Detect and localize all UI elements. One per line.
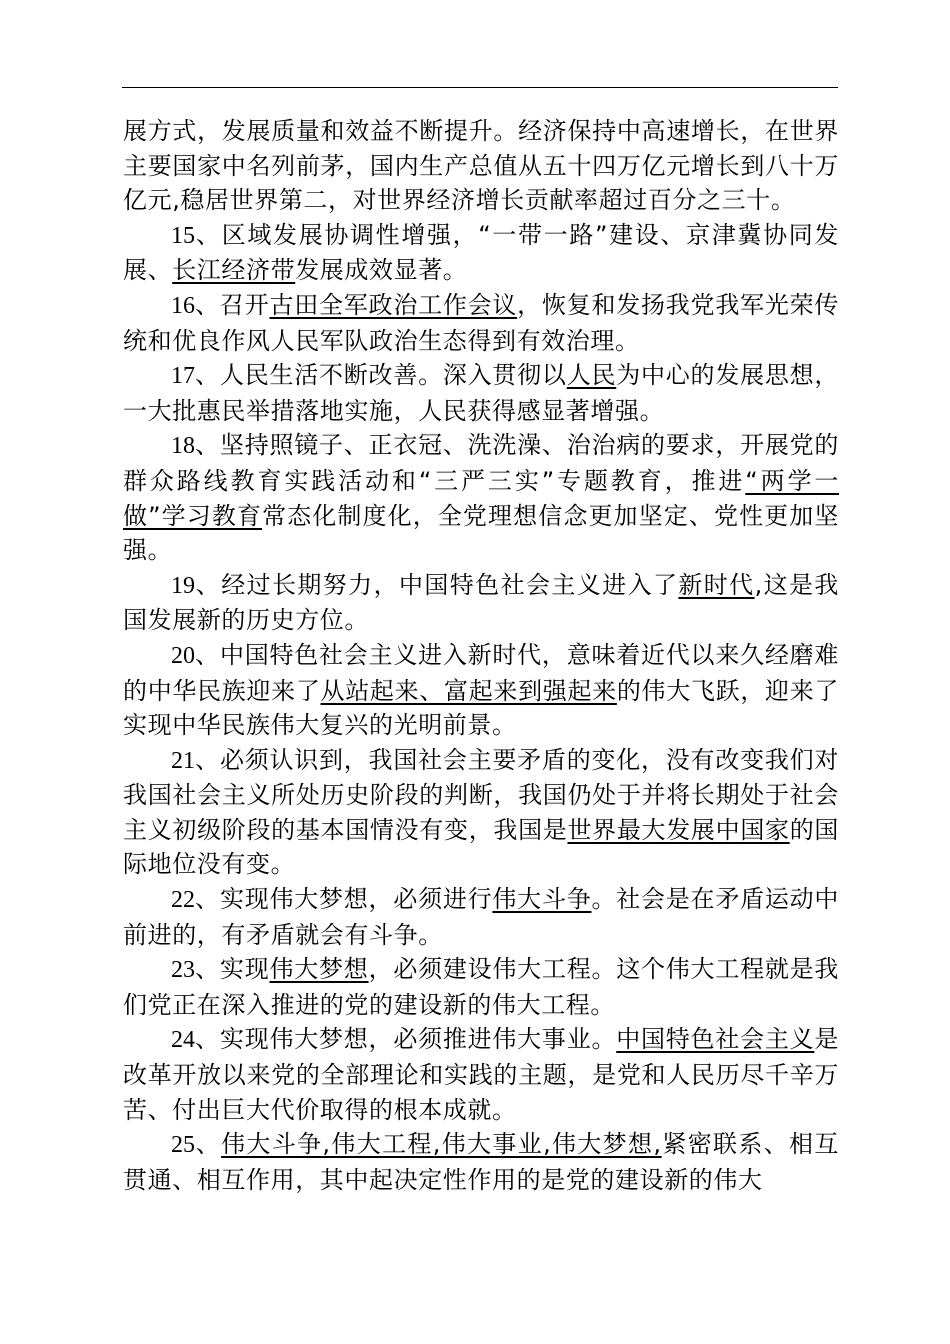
item-number: 18 (171, 433, 195, 460)
paragraph-text: 的国际地位没有变。 (123, 815, 839, 879)
item-number: 16 (171, 292, 195, 319)
paragraph (123, 358, 839, 428)
underlined-term: 古田全军政治工作会议 (269, 290, 518, 319)
underlined-term: 新时代 (678, 570, 755, 599)
underlined-term: 世界最大发展中国家 (567, 815, 790, 844)
paragraph-text: 常态化制度化，全党理想信念更加坚定、党性更加坚强。 (123, 501, 839, 565)
item-number: 23 (171, 957, 195, 984)
item-number: 21 (171, 747, 195, 774)
paragraph-text: 、实现伟大梦想，必须进行 (195, 885, 493, 914)
paragraph-text: 、经过长期努力，中国特色社会主义进入了 (195, 570, 679, 599)
paragraph-text: ，恢复和发扬我党我军光荣传统和优良作风人民军队政治生态得到有效治理。 (123, 290, 839, 355)
paragraph-text: 是改革开放以来党的全部理论和实践的主题，是党和人民历尽千辛万苦、付出巨大代价取得的根本成就。 (123, 1025, 839, 1124)
paragraph-text: 、中国特色社会主义进入新时代，意味着近代以来久经磨难的中华民族迎来了 (123, 640, 839, 705)
paragraph-text: 紧密联系、相互贯通、相互作用，其中起决定性作用的是党的建设新的伟大 (123, 1130, 839, 1194)
underlined-term: 伟大斗争,伟大工程,伟大事业,伟大梦想, (221, 1130, 662, 1159)
document-body (123, 114, 839, 1197)
underlined-term: “两学一做”学习教育 (123, 466, 839, 530)
paragraph-text: 、实现 (195, 955, 270, 984)
underlined-term: 人民 (566, 361, 617, 390)
paragraph (123, 568, 839, 638)
paragraph-text: ,这是我国发展新的历史方位。 (123, 570, 840, 635)
paragraph (123, 1127, 839, 1197)
item-number: 17 (171, 363, 195, 390)
paragraph-text: 展方式，发展质量和效益不断提升。经济保持中高速增长，在世界主要国家中名列前茅，国内生产总值从五十四万亿元增长到八十万亿元,稳居世界第二，对世界经济增长贡献率超过百分之三十。 (123, 117, 839, 215)
paragraph (123, 114, 839, 218)
paragraph-text: 、 (195, 1130, 222, 1159)
item-number: 15 (171, 222, 195, 249)
paragraph (123, 638, 839, 743)
header-rule (122, 87, 838, 88)
paragraph-text: 为中心的发展思想，一大批惠民举措落地实施，人民获得感显著增强。 (123, 361, 840, 425)
paragraph-text: 、召开 (195, 290, 270, 319)
item-number: 20 (171, 642, 195, 669)
underlined-term: 中国特色社会主义 (616, 1025, 815, 1054)
underlined-term: 伟大斗争 (492, 885, 592, 914)
paragraph-text: 、人民生活不断改善。深入贯彻以 (195, 361, 567, 390)
paragraph-text: ，必须建设伟大工程。这个伟大工程就是我们党正在深入推进的党的建设新的伟大工程。 (123, 955, 839, 1019)
paragraph (123, 743, 839, 882)
item-number: 24 (171, 1027, 195, 1054)
item-number: 22 (171, 887, 195, 914)
paragraph-text: 的伟大飞跃，迎来了实现中华民族伟大复兴的光明前景。 (123, 676, 839, 740)
paragraph (123, 882, 839, 952)
paragraph-text: 发展成效显著。 (295, 256, 468, 285)
underlined-term: 长江经济带 (172, 256, 296, 285)
paragraph-text: 、区域发展协调性增强，“一带一路”建设、京津冀协同发展、 (123, 220, 839, 285)
paragraph (123, 428, 839, 567)
paragraph-text: 、必须认识到，我国社会主要矛盾的变化，没有改变我们对我国社会主义所处历史阶段的判断，我国仍处于并将长期处于社会主义初级阶段的基本国情没有变，我国是 (123, 745, 839, 844)
paragraph (123, 1022, 839, 1127)
item-number: 19 (171, 572, 195, 599)
paragraph (123, 952, 839, 1022)
item-number: 25 (171, 1132, 195, 1159)
paragraph-text: 、坚持照镜子、正衣冠、洗洗澡、治治病的要求，开展党的群众路线教育实践活动和“三严三实”专题教育，推进 (123, 431, 839, 495)
paragraph-text: 、实现伟大梦想，必须推进伟大事业。 (195, 1025, 617, 1054)
paragraph (123, 218, 839, 288)
paragraph-text: 。社会是在矛盾运动中前进的，有矛盾就会有斗争。 (123, 885, 840, 949)
paragraph (123, 288, 839, 358)
underlined-term: 从站起来、富起来到强起来 (320, 676, 617, 705)
underlined-term: 伟大梦想 (269, 955, 369, 984)
